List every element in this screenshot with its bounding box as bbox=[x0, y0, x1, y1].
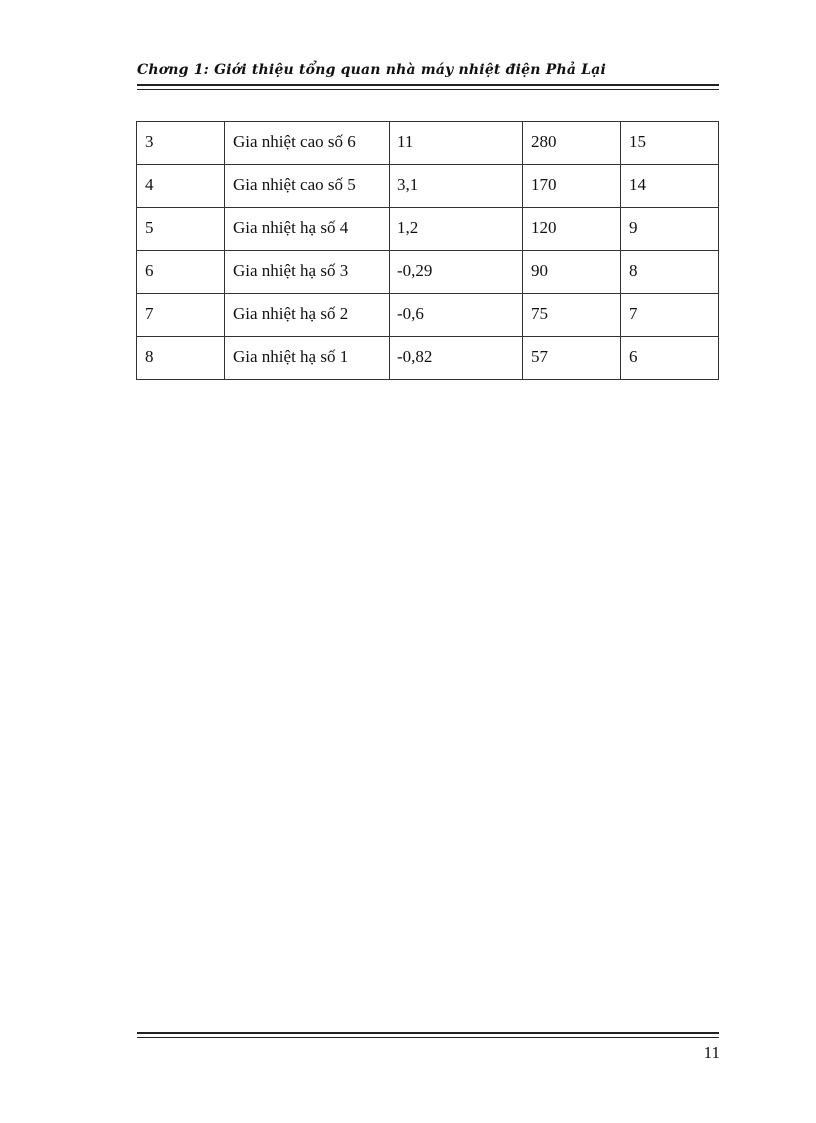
table-cell: Gia nhiệt hạ số 2 bbox=[225, 294, 390, 337]
table-cell: 90 bbox=[523, 251, 621, 294]
table-cell: -0,82 bbox=[390, 337, 523, 380]
table-cell: 6 bbox=[621, 337, 719, 380]
table-cell: Gia nhiệt cao số 6 bbox=[225, 122, 390, 165]
table-cell: 170 bbox=[523, 165, 621, 208]
footer-rule-thick bbox=[137, 1032, 719, 1034]
page-number: 11 bbox=[703, 1043, 720, 1062]
table-cell: 7 bbox=[621, 294, 719, 337]
table-cell: 120 bbox=[523, 208, 621, 251]
table-cell: 75 bbox=[523, 294, 621, 337]
table-cell: 8 bbox=[137, 337, 225, 380]
header-rule-thin bbox=[137, 89, 719, 90]
table-cell: 280 bbox=[523, 122, 621, 165]
table-cell: Gia nhiệt cao số 5 bbox=[225, 165, 390, 208]
table-cell: 5 bbox=[137, 208, 225, 251]
table-cell: 4 bbox=[137, 165, 225, 208]
table-cell: 57 bbox=[523, 337, 621, 380]
table-cell: 14 bbox=[621, 165, 719, 208]
table-cell: Gia nhiệt hạ số 3 bbox=[225, 251, 390, 294]
table-row bbox=[137, 165, 719, 208]
table-cell: 15 bbox=[621, 122, 719, 165]
table-cell: 1,2 bbox=[390, 208, 523, 251]
table-cell: -0,6 bbox=[390, 294, 523, 337]
table-cell: 3,1 bbox=[390, 165, 523, 208]
table-cell: Gia nhiệt hạ số 1 bbox=[225, 337, 390, 380]
table-cell: Gia nhiệt hạ số 4 bbox=[225, 208, 390, 251]
table-cell: 6 bbox=[137, 251, 225, 294]
table-cell: -0,29 bbox=[390, 251, 523, 294]
table-cell: 9 bbox=[621, 208, 719, 251]
page-header-title: Chơng 1: Giới thiệu tổng quan nhà máy nhiệt điện Phả Lại bbox=[137, 62, 607, 78]
table-row bbox=[137, 251, 719, 294]
header-rule-thick bbox=[137, 84, 719, 86]
table-cell: 7 bbox=[137, 294, 225, 337]
table-cell: 11 bbox=[390, 122, 523, 165]
table-row bbox=[137, 122, 719, 165]
table-row bbox=[137, 208, 719, 251]
footer-rule-thin bbox=[137, 1037, 719, 1038]
table-row bbox=[137, 294, 719, 337]
table-cell: 3 bbox=[137, 122, 225, 165]
table-cell: 8 bbox=[621, 251, 719, 294]
heater-table bbox=[136, 121, 719, 380]
table-row bbox=[137, 337, 719, 380]
